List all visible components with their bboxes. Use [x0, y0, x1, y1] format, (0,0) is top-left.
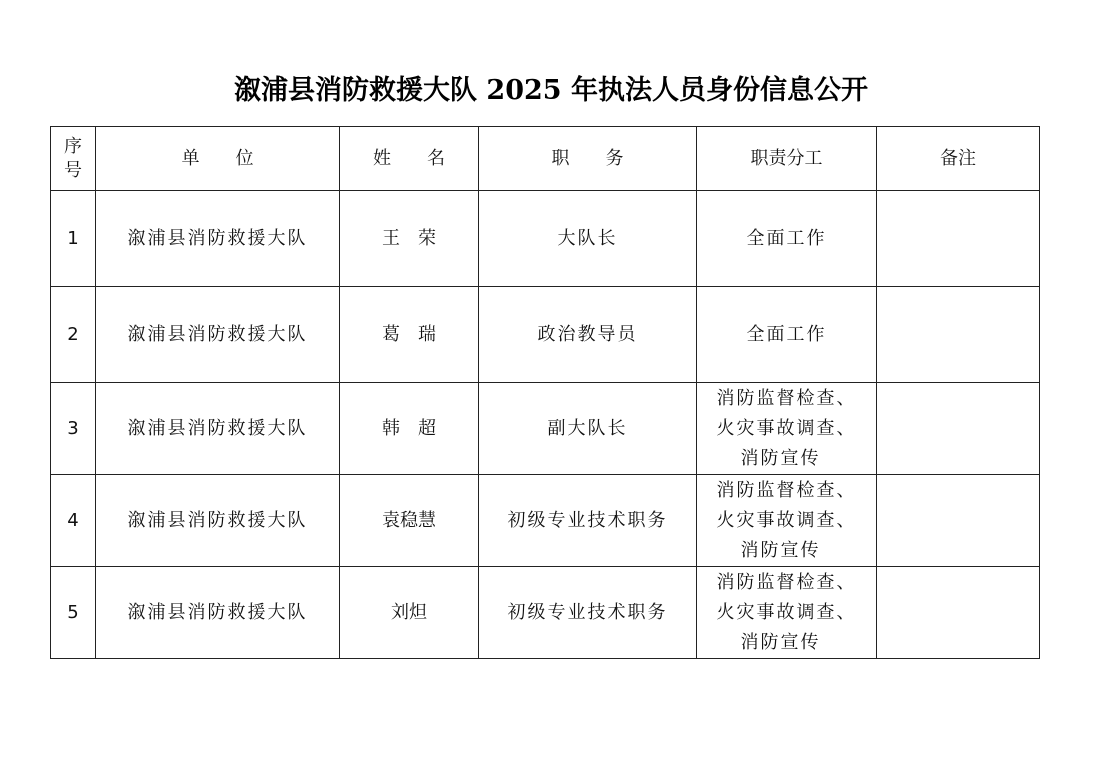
cell-unit: 溆浦县消防救援大队	[96, 475, 340, 567]
cell-duty	[697, 191, 877, 287]
cell-duty	[697, 475, 877, 567]
personnel-table	[50, 126, 1040, 659]
duty-line: 火灾事故调查、	[716, 509, 857, 531]
header-post: 职 务	[479, 127, 697, 191]
header-unit: 单 位	[96, 127, 340, 191]
cell-post: 初级专业技术职务	[479, 567, 697, 659]
duty-line: 消防宣传	[740, 631, 821, 653]
header-seq-line2: 号	[64, 159, 82, 181]
cell-duty	[697, 383, 877, 475]
cell-remark	[877, 191, 1040, 287]
duty-line: 消防监督检查、	[716, 479, 857, 501]
duty-line: 消防监督检查、	[716, 387, 857, 409]
cell-seq: 3	[51, 383, 96, 475]
cell-unit: 溆浦县消防救援大队	[96, 191, 340, 287]
header-name: 姓 名	[340, 127, 479, 191]
table-row	[51, 287, 1040, 383]
cell-name: 袁稳慧	[340, 475, 479, 567]
cell-duty	[697, 287, 877, 383]
cell-post: 政治教导员	[479, 287, 697, 383]
page-title: 溆浦县消防救援大队 2025 年执法人员身份信息公开	[234, 75, 868, 106]
cell-unit: 溆浦县消防救援大队	[96, 383, 340, 475]
duty-line: 消防监督检查、	[716, 571, 857, 593]
cell-remark	[877, 567, 1040, 659]
cell-name: 刘炟	[340, 567, 479, 659]
table-row	[51, 191, 1040, 287]
cell-unit: 溆浦县消防救援大队	[96, 287, 340, 383]
cell-post: 初级专业技术职务	[479, 475, 697, 567]
duty-line: 火灾事故调查、	[716, 417, 857, 439]
cell-name: 王 荣	[340, 191, 479, 287]
table-row	[51, 475, 1040, 567]
header-remark: 备注	[877, 127, 1040, 191]
cell-remark	[877, 287, 1040, 383]
duty-line: 火灾事故调查、	[716, 601, 857, 623]
cell-duty	[697, 567, 877, 659]
cell-post: 副大队长	[479, 383, 697, 475]
cell-seq: 1	[51, 191, 96, 287]
table-row	[51, 567, 1040, 659]
cell-seq: 5	[51, 567, 96, 659]
header-seq-line1: 序	[64, 135, 82, 157]
header-seq	[51, 127, 96, 191]
cell-seq: 2	[51, 287, 96, 383]
table-row	[51, 383, 1040, 475]
header-duty: 职责分工	[697, 127, 877, 191]
cell-name: 葛 瑞	[340, 287, 479, 383]
cell-seq: 4	[51, 475, 96, 567]
cell-name: 韩 超	[340, 383, 479, 475]
cell-remark	[877, 475, 1040, 567]
cell-post: 大队长	[479, 191, 697, 287]
table-header-row	[51, 127, 1040, 191]
duty-line: 消防宣传	[740, 447, 821, 469]
duty-line: 全面工作	[746, 227, 827, 249]
duty-line: 消防宣传	[740, 539, 821, 561]
duty-line: 全面工作	[746, 323, 827, 345]
cell-unit: 溆浦县消防救援大队	[96, 567, 340, 659]
cell-remark	[877, 383, 1040, 475]
